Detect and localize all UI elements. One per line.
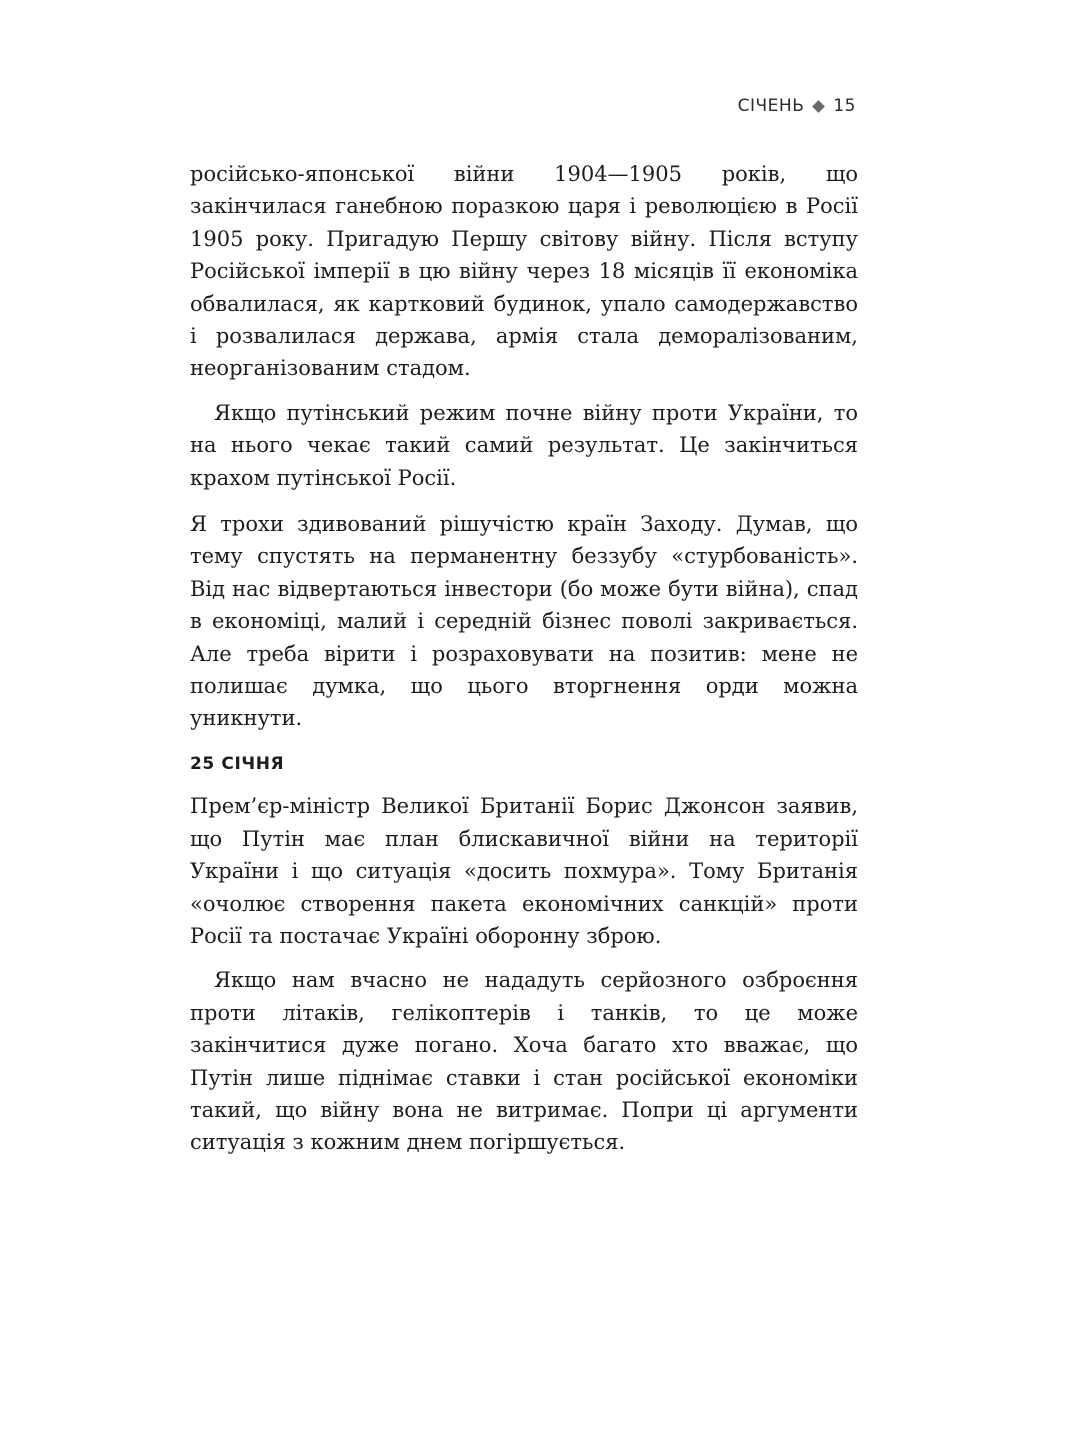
diamond-separator-icon — [812, 100, 825, 113]
entry-date-heading: 25 СІЧНЯ — [190, 754, 285, 774]
middle-section — [190, 508, 858, 735]
running-head — [738, 96, 856, 116]
paragraph: російсько-японської війни 1904—1905 років, що закінчилася ганебною поразкою царя і революцією в Росії 1905 року. Пригадую Першу світову війну. Після вступу Російської імперії в цю війну через 18 місяців її економіка обвалилася, як картковий будинок, упало самодержавство і розвалилася держава, армія стала деморалізованим, неорганізованим стадом. — [190, 162, 858, 381]
paragraph: Якщо нам вчасно не нададуть серйозного озброєння проти літаків, гелікоптерів і танків, то це може закінчитися дуже погано. Хоча багато хто вважає, що Путін лише піднімає ставки і стан російської економіки такий, що війну вона не витримає. Попри ці аргументи ситуація з кожним днем погіршується. — [190, 968, 858, 1155]
intro-section — [190, 158, 858, 494]
paragraph: Прем’єр-міністр Великої Британії Борис Джонсон заявив, що Путін має план блискавичної війни на території України і що ситуація «досить похмура». Тому Британія «очолює створення пакета економічних санкцій» проти Росії та постачає Україні оборонну зброю. — [190, 794, 858, 949]
paragraph: Я трохи здивований рішучістю країн Заходу. Думав, що тему спустять на перманентну беззубу «стурбованість». Від нас відвертаються інвестори (бо може бути війна), спад в економіці, малий і середній бізнес поволі закривається. Але треба вірити і розраховувати на позитив: мене не полишає думка, що цього вторгнення орди можна уникнути. — [190, 512, 858, 731]
diary-entry — [190, 748, 858, 1159]
section-title: СІЧЕНЬ — [737, 96, 805, 116]
page-number: 15 — [833, 96, 856, 116]
paragraph: Якщо путінський режим почне війну проти України, то на нього чекає такий самий результат. Це закінчиться крахом путінської Росії. — [190, 400, 858, 490]
